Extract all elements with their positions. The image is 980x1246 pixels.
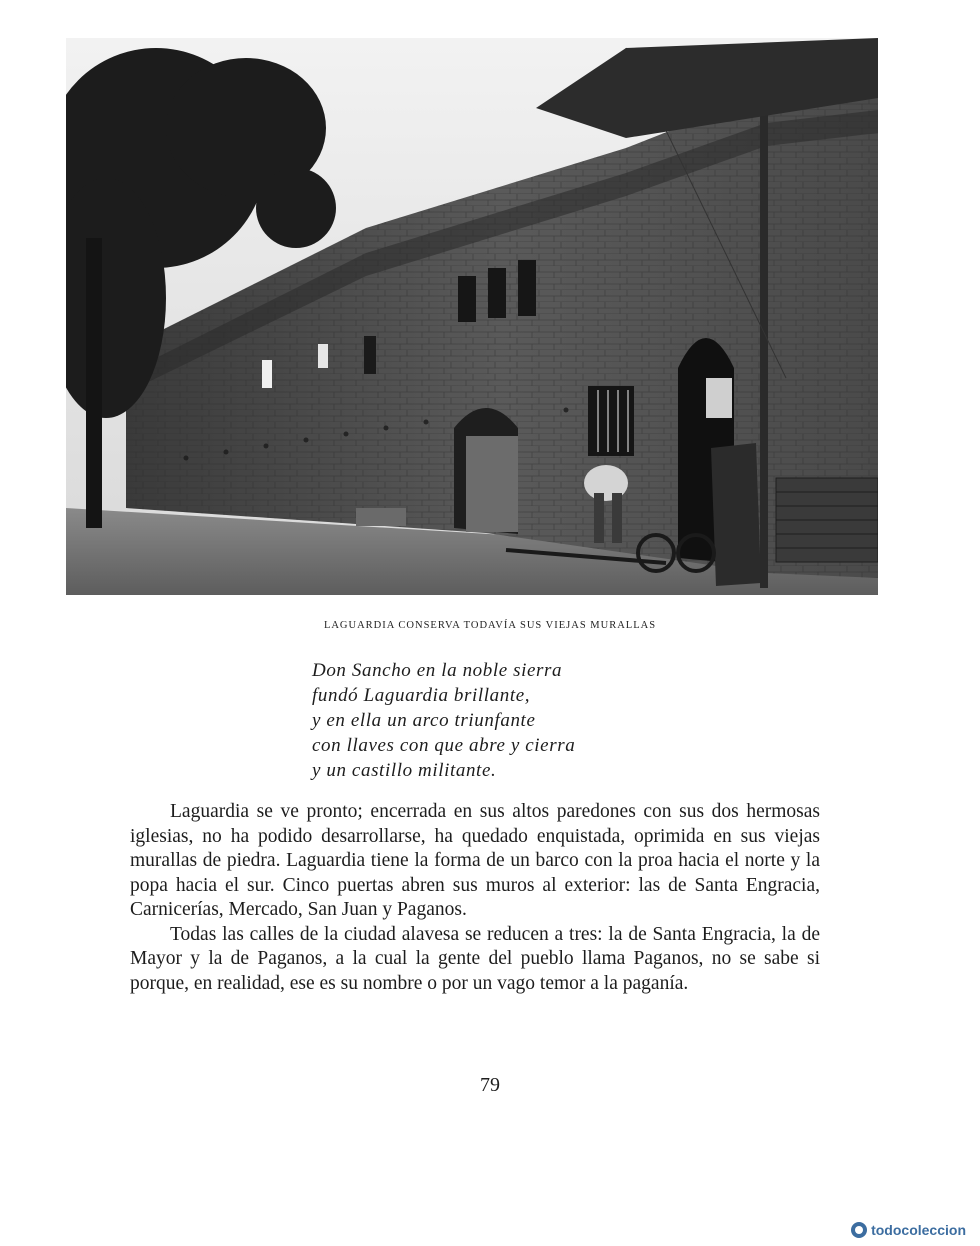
verse-line: y un castillo militante. [312,760,497,781]
verse-line: y en ella un arco triunfante [312,710,536,731]
photo-illustration [66,38,878,595]
verse-line: fundó Laguardia brillante, [312,685,531,706]
watermark-logo-icon [851,1222,867,1238]
city-wall-photo [66,38,878,595]
paragraph: Laguardia se ve pronto; encerrada en sus altos paredones con sus dos hermosas iglesias, no ha podido desarrollarse, ha quedado enquistada, oprimida en sus viejas murallas de piedra. Laguardia tiene la forma de un barco con la proa hacia el norte y la popa hacia el sur. Cinco puertas abren sus muros al exterior: las de Santa Engracia, Carnicerías, Mercado, San Juan y Paganos. [130,801,820,920]
page-number: 79 [480,1074,500,1096]
watermark [851,1222,966,1238]
body-text [130,800,820,996]
verse-block [312,658,575,783]
photo-caption: LAGUARDIA CONSERVA TODAVÍA SUS VIEJAS MURALLAS [323,620,657,631]
verse-line: con llaves con que abre y cierra [312,735,576,756]
verse-line: Don Sancho en la noble sierra [312,660,563,681]
paragraph: Todas las calles de la ciudad alavesa se reducen a tres: la de Santa Engracia, la de Mayor y la de Paganos, a la cual la gente del pueblo llama Paganos, no se sabe si porque, en realidad, ese es su nombre o por un vago temor a la paganía. [130,923,820,994]
watermark-text: todocoleccion [871,1222,966,1238]
